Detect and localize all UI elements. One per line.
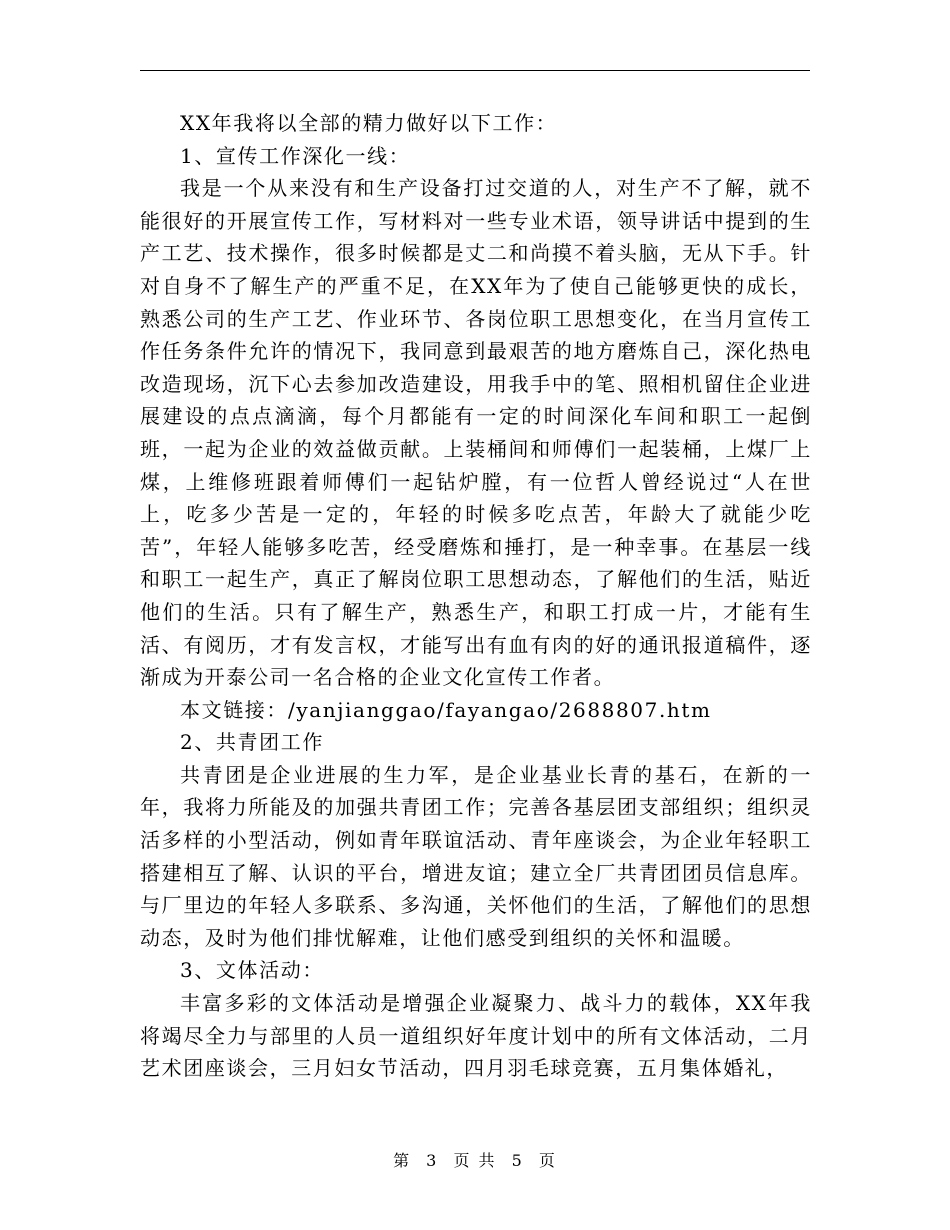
heading-publicity-work: 1、宣传工作深化一线： — [180, 143, 411, 168]
header-rule — [140, 70, 810, 71]
page-footer — [0, 1148, 950, 1171]
paragraph-publicity-work: 我是一个从来没有和生产设备打过交道的人，对生产不了解，就不能很好的开展宣传工作，写材料对一些专业术语，领导讲话中提到的生产工艺、技术操作，很多时候都是丈二和尚摸不着头脑，无从下手。针对自身不了解生产的严重不足，在XX年为了使自己能够更快的成长，熟悉公司的生产工艺、作业环节、各岗位职工思想变化，在当月宣传工作任务条件允许的情况下，我同意到最艰苦的地方磨炼自己，深化热电改造现场，沉下心去参加改造建设，用我手中的笔、照相机留住企业进展建设的点点滴滴，每个月都能有一定的时间深化车间和职工一起倒班，一起为企业的效益做贡献。上装桶间和师傅们一起装桶，上煤厂上煤，上维修班跟着师傅们一起钻炉膛，有一位哲人曾经说过“人在世上，吃多少苦是一定的，年轻的时候多吃点苦，年龄大了就能少吃苦”，年轻人能够多吃苦，经受磨炼和捶打，是一种幸事。在基层一线和职工一起生产，真正了解岗位职工思想动态，了解他们的生活，贴近他们的生活。只有了解生产，熟悉生产，和职工打成一片，才能有生活、有阅历，才有发言权，才能写出有血有肉的好的通讯报道稿件，逐渐成为开泰公司一名合格的企业文化宣传工作者。 — [140, 176, 812, 690]
article-link-line: 本文链接：/yanjianggao/fayangao/2688807.htm — [180, 697, 712, 722]
footer-middle: 页 共 — [453, 1151, 497, 1170]
paragraph-youth-league: 共青团是企业进展的生力军，是企业基业长青的基石，在新的一年，我将力所能及的加强共青团工作；完善各基层团支部组织；组织灵活多样的小型活动，例如青年联谊活动、青年座谈会，为企业年轻职工搭建相互了解、认识的平台，增进友谊；建立全厂共青团团员信息库。与厂里边的年轻人多联系、多沟通，关怀他们的生活，了解他们的思想动态，及时为他们排忧解难，让他们感受到组织的关怀和温暖。 — [140, 762, 812, 950]
footer-prefix: 第 — [393, 1151, 412, 1170]
paragraph-cultural-sports: 丰富多彩的文体活动是增强企业凝聚力、战斗力的载体，XX年我将竭尽全力与部里的人员一道组织好年度计划中的所有文体活动，二月艺术团座谈会，三月妇女节活动，四月羽毛球竞赛，五月集体婚礼， — [140, 991, 812, 1081]
document-body — [140, 107, 812, 1085]
footer-suffix: 页 — [538, 1151, 557, 1170]
total-pages-number: 5 — [511, 1151, 524, 1170]
heading-cultural-sports: 3、文体活动： — [180, 958, 324, 983]
paragraph-intro: XX年我将以全部的精力做好以下工作： — [180, 111, 558, 135]
current-page-number: 3 — [426, 1151, 439, 1170]
heading-youth-league: 2、共青团工作 — [180, 730, 324, 755]
